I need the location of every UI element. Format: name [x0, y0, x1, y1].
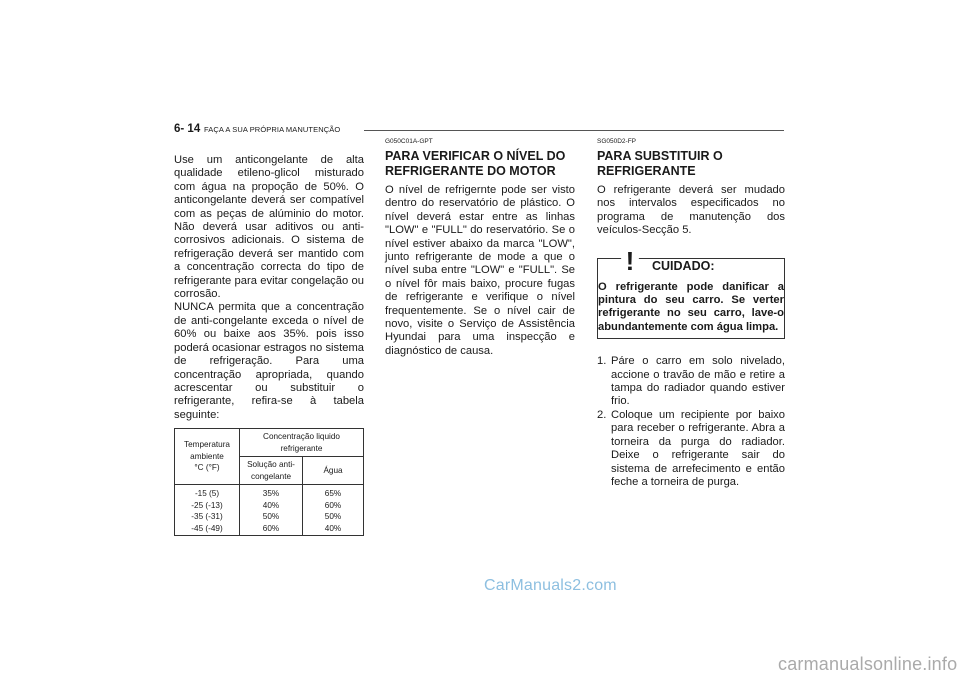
watermark-carmanualsonline[interactable]: carmanualsonline.info — [778, 654, 958, 674]
temperature-header-cell: Temperatura ambiente °C (°F) — [175, 429, 240, 485]
column-replace-coolant — [597, 138, 785, 489]
list-item: 2. Coloque um recipiente por baixo para receber o refrigerante. Abra a torneira da purga do radiador. Deixe o refrigerante sair do sistema de arrefecimento e então feche a torneira de purga. — [597, 408, 785, 488]
svg-text:!: ! — [625, 245, 635, 273]
section-heading: PARA VERIFICAR O NÍVEL DO REFRIGERANTE DO MOTOR — [385, 149, 566, 178]
water-header-cell: Água — [303, 457, 364, 485]
steps-list — [597, 355, 785, 489]
section-heading: PARA SUBSTITUIR O REFRIGERANTE — [597, 149, 723, 178]
list-item: 1. Páre o carro em solo nivelado, accione o travão de mão e retire a tampa do radiador quando estiver frio. — [597, 355, 785, 408]
section-title: FAÇA A SUA PRÓPRIA MANUTENÇÃO — [204, 125, 341, 134]
header-divider — [364, 130, 784, 131]
watermark-carmanuals2[interactable]: CarManuals2.com — [484, 577, 617, 594]
column-check-level — [385, 138, 575, 358]
caution-text: O refrigerante pode danificar a pintura do seu carro. Se verter refrigerante no seu carro, lave-o abundantemente com água limpa. — [598, 280, 784, 333]
page-number: 6- 14 — [174, 123, 201, 135]
water-values-cell: 65% 60% 50% 40% — [303, 485, 364, 536]
solution-header-cell: Solução anti- congelante — [240, 457, 303, 485]
replace-paragraph: O refrigerante deverá ser mudado nos intervalos especificados no programa de manutenção dos veículos-Secção 5. — [597, 184, 785, 237]
concentration-header-cell: Concentração liquido refrigerante — [240, 429, 364, 457]
concentration-table — [174, 428, 364, 536]
section-code: SG050D2-FP — [597, 138, 637, 145]
section-code: G050C01A-GPT — [385, 138, 433, 145]
page-header — [174, 123, 784, 137]
temperature-values-cell: -15 (5) -25 (-13) -35 (-31) -45 (-49) — [175, 485, 240, 536]
caution-box — [597, 245, 785, 340]
check-level-paragraph: O nível de refrigernte pode ser visto dentro do reservatório de plástico. O nível deverá estar entre as linhas "LOW" e "FULL" do reservatório. Se o nível estiver abaixo da marca "LOW", junto refrigerante de mode a que o nível suba entre "LOW" e "FULL". Se o nível fôr mais baixo, procure fugas de refrigerante e verifique o nível frequentemente. Se o nível cair de novo, visite o Serviço de Assistência Hyundai para uma inspecção e diagnóstico de causa. — [385, 184, 575, 357]
column-antifreeze — [174, 154, 364, 536]
antifreeze-paragraph: Use um anticongelante de alta qualidade etileno-glicol misturado com água na propoção de 50%. O anticongelante deverá ser compatível com as peças de alúminio do motor. Não deverá usar aditivos ou anti-corrosivos adicionais. O sistema de refrigeração deverá ser mantido com a concentração correcta do tipo de refrigerante para evitar congelação ou corrosão. — [174, 154, 364, 301]
concentration-paragraph: NUNCA permita que a concentração de anti-congelante exceda o nível de 60% ou baixe aos 35%. pois isso poderá ocasionar estragos no sistema de refrigeração. Para uma concentração apropriada, quando acrescentar ou substituir o refrigerante, refira-se à tabela seguinte: — [174, 301, 364, 421]
warning-icon — [614, 243, 646, 273]
caution-title: CUIDADO: — [652, 258, 715, 273]
solution-values-cell: 35% 40% 50% 60% — [240, 485, 303, 536]
